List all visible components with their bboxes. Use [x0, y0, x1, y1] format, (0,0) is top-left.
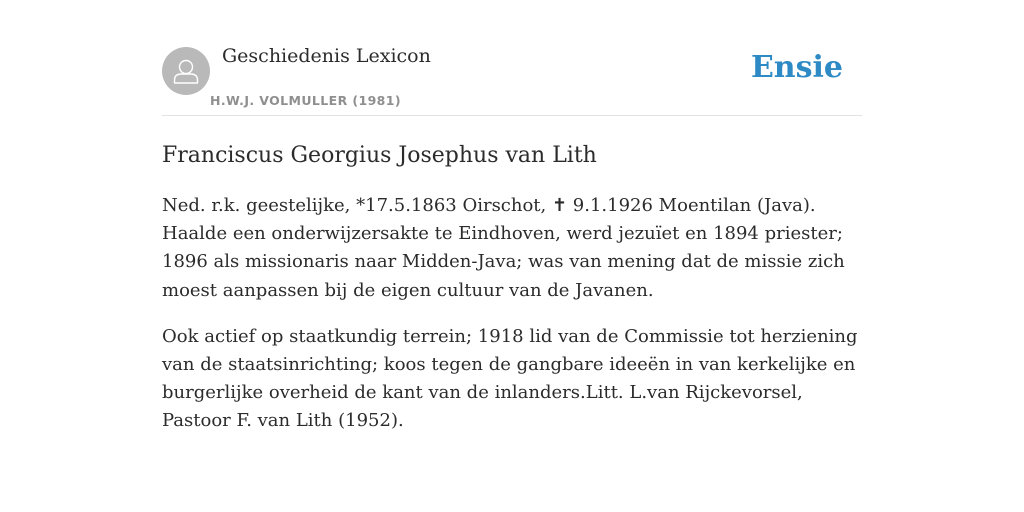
source-title[interactable]: Geschiedenis Lexicon	[222, 45, 431, 67]
entry-body	[162, 192, 862, 436]
entry-paragraph: Ook actief op staatkundig terrein; 1918 lid van de Commissie tot herziening van de staatsinrichting; koos tegen de gangbare ideeën in van kerkelijke en burgerlijke overheid de kant van de inlanders.Litt. L.van Rijckevorsel, Pastoor F. van Lith (1952).	[162, 325, 858, 432]
author-avatar[interactable]	[162, 47, 210, 95]
content-container	[162, 0, 862, 454]
user-placeholder-icon	[162, 47, 210, 95]
entry-title: Franciscus Georgius Josephus van Lith	[162, 143, 597, 168]
entry-paragraph: Ned. r.k. geestelijke, *17.5.1863 Oirschot, ✝ 9.1.1926 Moentilan (Java). Haalde een onderwijzersakte te Eindhoven, werd jezuïet en 1894 priester; 1896 als missionaris naar Midden-Java; was van mening dat de missie zich moest aanpassen bij de eigen cultuur van de Javanen.	[162, 195, 845, 301]
brand-logo[interactable]: Ensie	[750, 50, 843, 85]
source-author[interactable]: H.W.J. VOLMULLER (1981)	[210, 93, 401, 108]
source-header	[162, 0, 862, 116]
